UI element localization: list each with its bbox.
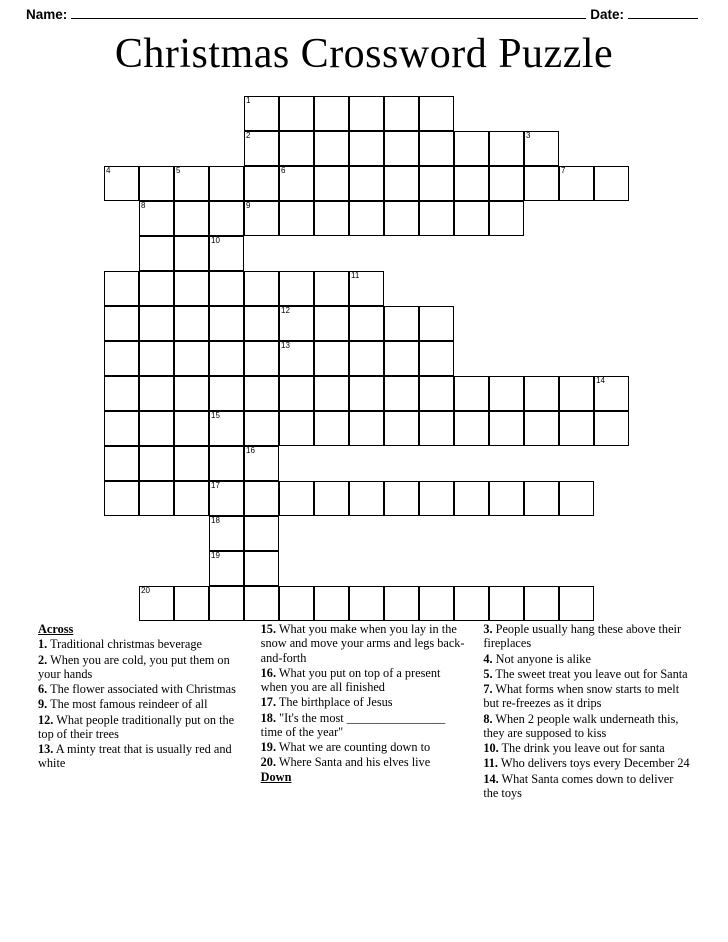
clue-text: Where Santa and his elves live [276,755,431,770]
clue-text: The birthplace of Jesus [276,695,393,710]
crossword-cell[interactable] [244,201,279,236]
cell-number: 3 [526,131,531,140]
crossword-cell[interactable] [139,376,174,411]
crossword-cell[interactable] [384,376,419,411]
crossword-cell[interactable] [384,481,419,516]
crossword-cell[interactable] [139,481,174,516]
cell-number: 1 [246,96,251,105]
name-blank-rule[interactable] [71,17,586,19]
clue-text: The flower associated with Christmas [47,682,236,696]
crossword-cell[interactable] [419,96,454,131]
crossword-cell[interactable] [209,376,244,411]
clue-text: People usually hang these above their fireplaces [483,622,682,651]
crossword-cell[interactable] [139,166,174,201]
crossword-cell[interactable] [104,341,139,376]
down-clue-item [483,756,690,770]
clue-text: Not anyone is alike [492,651,591,666]
crossword-cell[interactable] [384,166,419,201]
clue-number: 20. [260,755,277,770]
crossword-cell[interactable] [384,306,419,341]
crossword-cell[interactable] [349,96,384,131]
clue-number: 1. [38,637,48,652]
crossword-cell[interactable] [314,341,349,376]
crossword-cell[interactable] [104,446,139,481]
crossword-cell[interactable] [139,271,174,306]
cell-number: 17 [211,481,220,490]
down-clue-item [483,712,690,741]
crossword-cell[interactable] [174,201,209,236]
crossword-cell[interactable] [314,411,349,446]
crossword-cell[interactable] [279,341,314,376]
crossword-cell[interactable] [104,166,139,201]
down-clue-item [483,652,690,666]
down-clue-item [483,741,690,755]
crossword-cell[interactable] [279,411,314,446]
crossword-cell[interactable] [279,166,314,201]
crossword-cell[interactable] [384,586,419,621]
cell-number: 4 [106,166,111,175]
crossword-cell[interactable] [279,271,314,306]
clue-text: What forms when snow starts to melt but re-freezes as it drips [483,682,680,711]
crossword-cell[interactable] [244,341,279,376]
crossword-cell[interactable] [209,411,244,446]
clue-text: What we are counting down to [276,740,431,754]
crossword-cell[interactable] [314,586,349,621]
clue-number: 6. [38,682,48,696]
crossword-cell[interactable] [349,306,384,341]
crossword-cell[interactable] [209,341,244,376]
crossword-cell[interactable] [524,411,559,446]
crossword-cell[interactable] [174,411,209,446]
crossword-cell[interactable] [209,516,244,551]
crossword-cell[interactable] [209,306,244,341]
crossword-cell[interactable] [209,481,244,516]
crossword-cell[interactable] [209,551,244,586]
crossword-cell[interactable] [524,166,559,201]
cell-number: 8 [141,201,146,210]
crossword-cell[interactable] [314,166,349,201]
crossword-cell[interactable] [559,411,594,446]
crossword-cell[interactable] [174,341,209,376]
crossword-cell[interactable] [349,341,384,376]
crossword-cell[interactable] [139,236,174,271]
crossword-cell[interactable] [174,586,209,621]
cell-number: 13 [281,341,290,350]
clue-number: 16. [260,665,277,680]
across-clue-item [261,740,468,754]
crossword-cell[interactable] [279,306,314,341]
across-clue-item [38,682,245,696]
crossword-cell[interactable] [244,376,279,411]
across-clue-item [38,697,245,711]
crossword-cell[interactable] [524,376,559,411]
crossword-cell[interactable] [209,446,244,481]
crossword-cell[interactable] [489,481,524,516]
clue-text: The most famous reindeer of all [47,697,208,712]
clue-number: 7. [483,682,493,696]
crossword-cell[interactable] [559,481,594,516]
crossword-cell[interactable] [244,306,279,341]
clue-text: "It's the most ________________ time of the year" [260,710,446,739]
crossword-cell[interactable] [244,271,279,306]
crossword-cell[interactable] [174,376,209,411]
crossword-cell[interactable] [419,306,454,341]
crossword-cell[interactable] [489,166,524,201]
clues-container [38,622,690,800]
crossword-cell[interactable] [244,586,279,621]
crossword-cell[interactable] [349,376,384,411]
down-clue-item [483,772,690,801]
crossword-cell[interactable] [454,201,489,236]
crossword-cell[interactable] [314,481,349,516]
crossword-cell[interactable] [524,131,559,166]
crossword-cell[interactable] [279,131,314,166]
down-heading: Down [260,769,292,784]
clue-text: Traditional christmas beverage [47,637,202,652]
clue-number: 12. [38,712,54,727]
cell-number: 19 [211,551,220,560]
crossword-cell[interactable] [244,446,279,481]
crossword-cell[interactable] [279,481,314,516]
cell-number: 15 [211,411,220,420]
clue-number: 8. [483,711,493,726]
cell-number: 5 [176,166,181,175]
crossword-cell[interactable] [454,481,489,516]
clue-text: The drink you leave out for santa [498,741,665,755]
clue-text: What you make when you lay in the snow and move your arms and legs back-and-forth [260,622,465,665]
across-clue-item [261,755,468,769]
crossword-cell[interactable] [384,96,419,131]
crossword-cell[interactable] [174,236,209,271]
across-heading: Across [38,622,74,636]
crossword-cell[interactable] [104,411,139,446]
cell-number: 6 [281,166,286,175]
crossword-cell[interactable] [524,586,559,621]
crossword-cell[interactable] [349,201,384,236]
clue-number: 15. [260,622,277,636]
crossword-cell[interactable] [419,376,454,411]
crossword-cell[interactable] [104,271,139,306]
crossword-cell[interactable] [244,411,279,446]
crossword-cell[interactable] [594,376,629,411]
crossword-cell[interactable] [209,166,244,201]
clue-text: When 2 people walk underneath this, they are supposed to kiss [483,711,679,740]
crossword-cell[interactable] [349,131,384,166]
crossword-cell[interactable] [489,376,524,411]
clue-number: 17. [260,695,277,710]
crossword-cell[interactable] [104,481,139,516]
crossword-cell[interactable] [559,376,594,411]
crossword-cell[interactable] [139,201,174,236]
name-date-line [26,0,702,22]
crossword-cell[interactable] [419,166,454,201]
clue-number: 10. [483,741,499,755]
clue-text: What people traditionally put on the top of their trees [38,712,235,741]
crossword-cell[interactable] [349,166,384,201]
across-clue-item [261,622,468,665]
crossword-cell[interactable] [314,201,349,236]
crossword-cell[interactable] [419,481,454,516]
cell-number: 10 [211,236,220,245]
crossword-cell[interactable] [174,306,209,341]
crossword-cell[interactable] [349,411,384,446]
crossword-cell[interactable] [419,201,454,236]
crossword-cell[interactable] [454,586,489,621]
crossword-cell[interactable] [454,411,489,446]
crossword-cell[interactable] [384,201,419,236]
crossword-cell[interactable] [174,481,209,516]
across-clue-item [38,742,245,771]
crossword-cell[interactable] [454,166,489,201]
clue-number: 2. [38,652,48,667]
across-clue-item [38,653,245,682]
crossword-cell[interactable] [594,411,629,446]
crossword-cell[interactable] [209,236,244,271]
crossword-cell[interactable] [174,446,209,481]
crossword-cell[interactable] [244,516,279,551]
crossword-cell[interactable] [454,376,489,411]
crossword-cell[interactable] [139,411,174,446]
across-clue-item [261,711,468,740]
crossword-cell[interactable] [104,306,139,341]
crossword-cell[interactable] [384,411,419,446]
crossword-cell[interactable] [489,586,524,621]
crossword-cell[interactable] [349,481,384,516]
cell-number: 18 [211,516,220,525]
crossword-cell[interactable] [559,166,594,201]
crossword-cell[interactable] [489,201,524,236]
crossword-cell[interactable] [279,586,314,621]
cell-number: 9 [246,201,251,210]
crossword-cell[interactable] [349,586,384,621]
crossword-cell[interactable] [244,481,279,516]
crossword-cell[interactable] [174,271,209,306]
page-title: Christmas Crossword Puzzle [114,31,614,77]
clue-text: What you put on top of a present when you are all finished [260,665,441,694]
crossword-cell[interactable] [139,341,174,376]
crossword-cell[interactable] [209,271,244,306]
crossword-cell[interactable] [489,131,524,166]
across-clue-item [38,713,245,742]
cell-number: 14 [596,376,605,385]
crossword-cell[interactable] [349,271,384,306]
crossword-cell[interactable] [279,201,314,236]
clue-number: 19. [260,740,277,754]
crossword-cell[interactable] [419,411,454,446]
across-clue-item [261,695,468,709]
crossword-cell[interactable] [419,341,454,376]
name-label: Name: [26,7,68,22]
down-clue-list [483,622,690,800]
clue-number: 13. [38,742,54,756]
crossword-cell[interactable] [314,376,349,411]
clue-number: 3. [483,622,493,636]
crossword-cell[interactable] [139,586,174,621]
clue-number: 18. [260,710,277,725]
clue-number: 14. [483,771,499,786]
crossword-cell[interactable] [384,341,419,376]
crossword-cell[interactable] [384,131,419,166]
crossword-cell[interactable] [244,131,279,166]
date-label: Date: [590,7,624,22]
clue-number: 4. [483,651,493,666]
cell-number: 16 [246,446,255,455]
crossword-cell[interactable] [314,131,349,166]
crossword-cell[interactable] [104,376,139,411]
crossword-cell[interactable] [454,131,489,166]
clue-text: What Santa comes down to deliver the toys [483,771,674,800]
clue-number: 9. [38,697,48,712]
crossword-cell[interactable] [209,586,244,621]
crossword-cell[interactable] [419,586,454,621]
crossword-cell[interactable] [314,96,349,131]
down-clue-item [483,667,690,681]
down-clue-item [483,622,690,651]
clue-text: Who delivers toys every December 24 [498,756,690,771]
across-clue-item [38,637,245,651]
cell-number: 2 [246,131,251,140]
clue-number: 5. [483,666,493,681]
cell-number: 20 [141,586,150,595]
date-blank-rule[interactable] [628,17,698,19]
across-clue-item [261,666,468,695]
crossword-cell[interactable] [314,306,349,341]
crossword-cell[interactable] [139,446,174,481]
crossword-cell[interactable] [314,271,349,306]
crossword-cell[interactable] [489,411,524,446]
cell-number: 7 [561,166,566,175]
crossword-cell[interactable] [244,166,279,201]
crossword-cell[interactable] [209,201,244,236]
cell-number: 11 [351,271,360,280]
crossword-cell[interactable] [559,586,594,621]
clue-text: When you are cold, you put them on your hands [38,652,230,681]
crossword-cell[interactable] [279,376,314,411]
clue-text: A minty treat that is usually red and white [38,742,232,771]
clue-number: 11. [483,756,499,771]
clue-text: The sweet treat you leave out for Santa [492,666,688,681]
crossword-cell[interactable] [244,96,279,131]
crossword-cell[interactable] [139,306,174,341]
crossword-cell[interactable] [244,551,279,586]
crossword-cell[interactable] [174,166,209,201]
crossword-cell[interactable] [279,96,314,131]
down-clue-item [483,682,690,711]
crossword-cell[interactable] [419,131,454,166]
crossword-cell[interactable] [594,166,629,201]
crossword-cell[interactable] [524,481,559,516]
cell-number: 12 [281,306,290,315]
